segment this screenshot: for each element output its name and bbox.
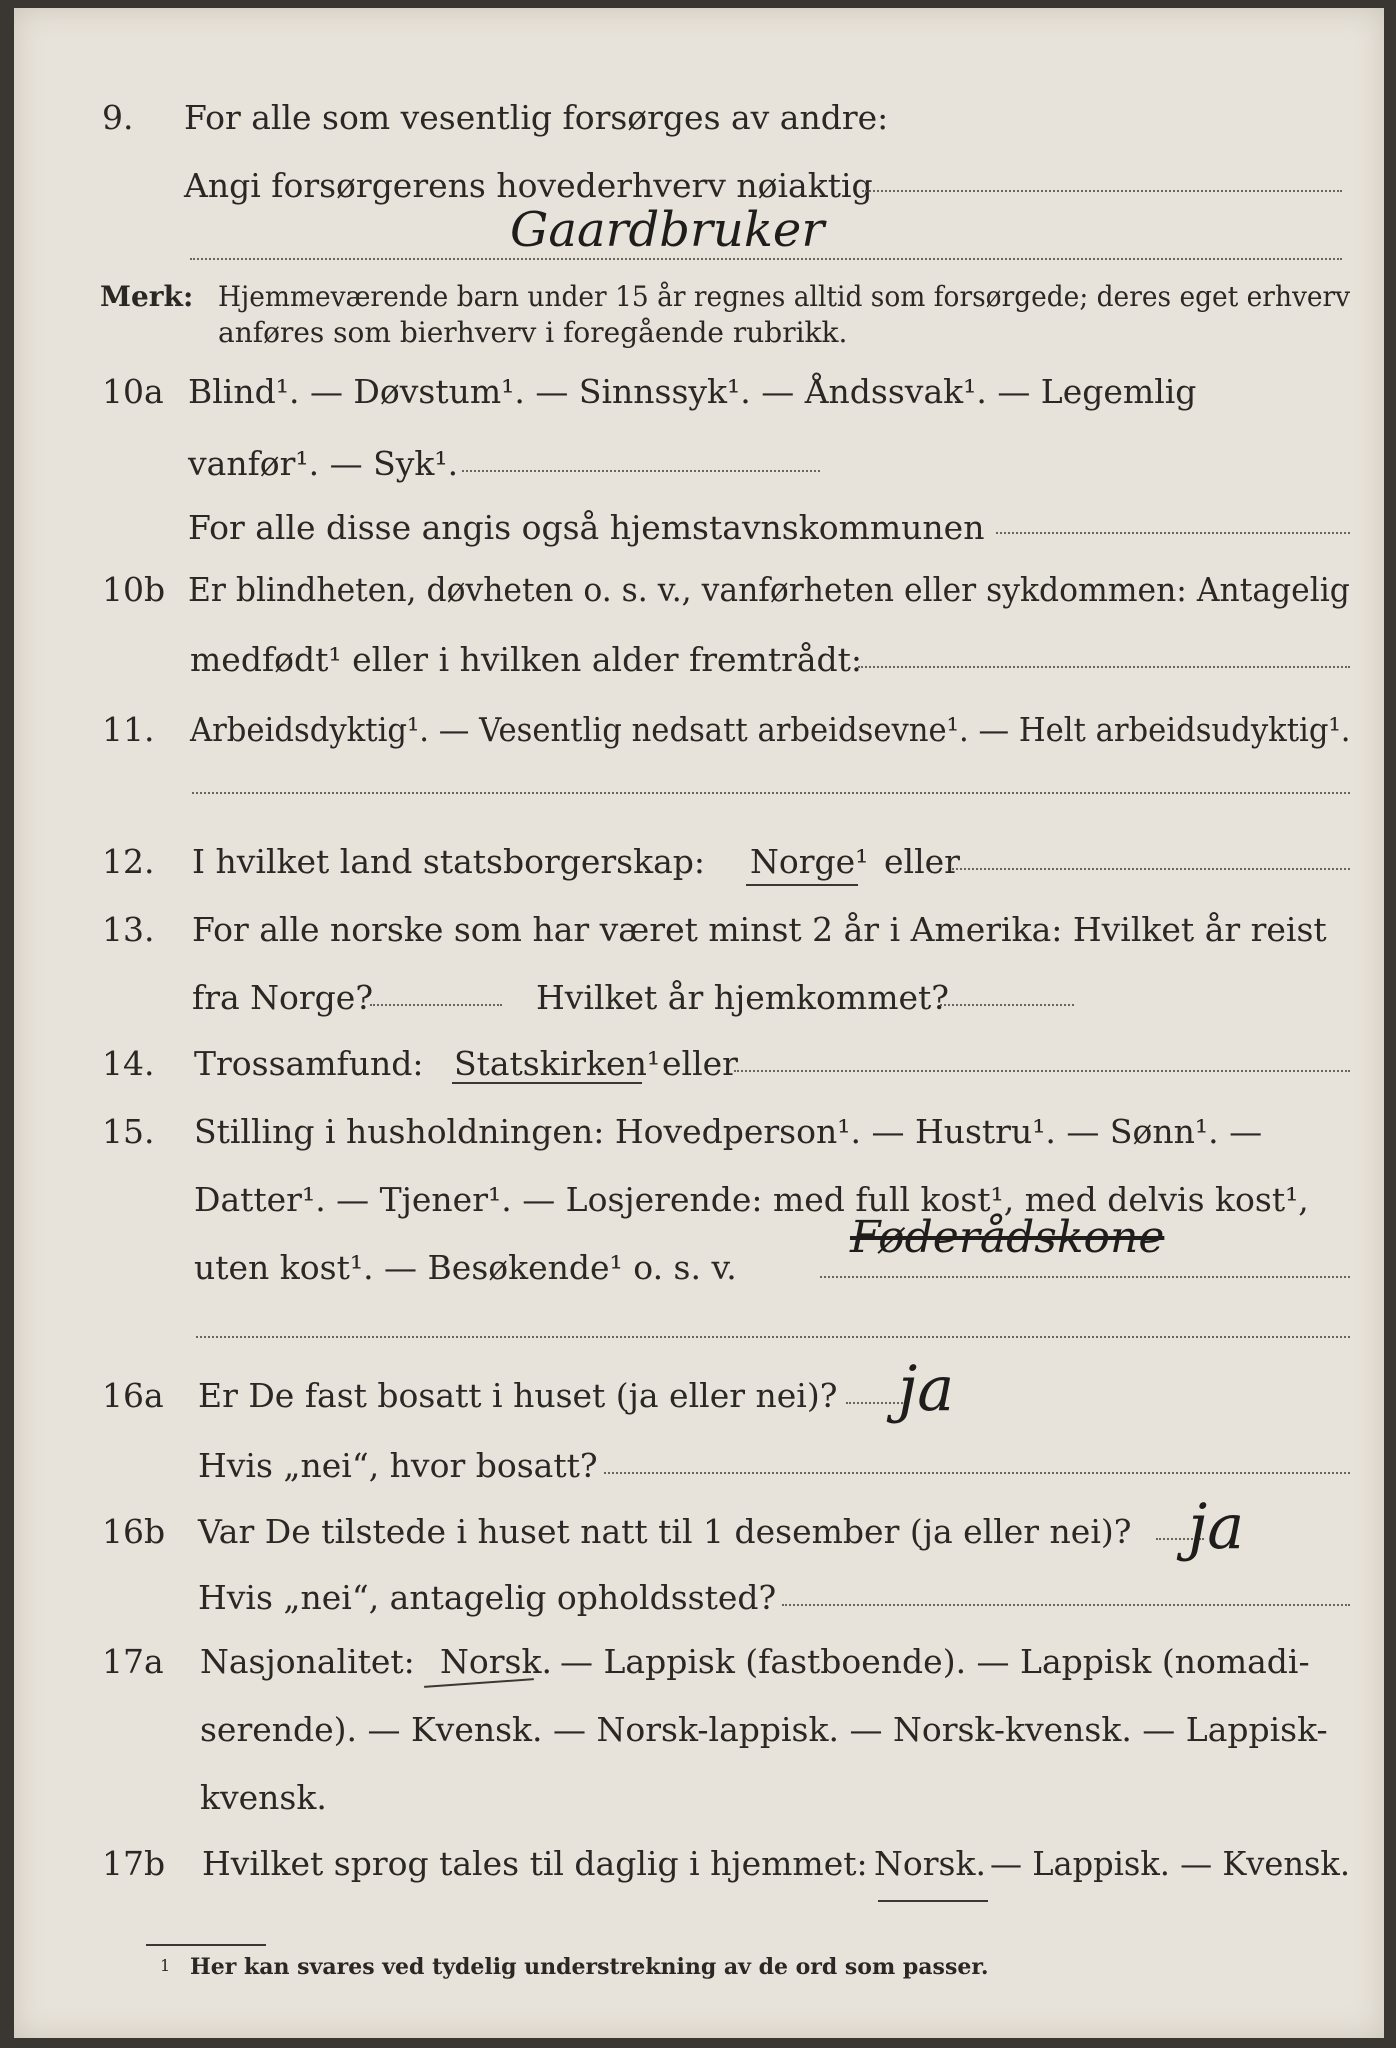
q10a-line2: vanfør¹. — Syk¹. — [188, 444, 459, 483]
q9-line1: For alle som vesentlig forsørges av andre: — [184, 98, 889, 137]
q15-line2: Datter¹. — Tjener¹. — Losjerende: med full kost¹, med delvis kost¹, — [194, 1180, 1309, 1219]
q9-answer-line — [862, 190, 1342, 192]
q9-number: 9. — [102, 98, 134, 137]
q13-reist-line — [370, 1004, 502, 1006]
q13-line1: For alle norske som har været minst 2 år i Amerika: Hvilket år reist — [192, 910, 1327, 949]
merk-label: Merk: — [100, 280, 194, 313]
q17b-underline — [878, 1900, 988, 1902]
q16a-line1: Er De fast bosatt i huset (ja eller nei)? — [198, 1376, 838, 1415]
q9-answer-line-2 — [190, 258, 1342, 260]
q14-prefix: Trossamfund: — [194, 1044, 424, 1083]
q15-line1: Stilling i husholdningen: Hovedperson¹. — Hustru¹. — Sønn¹. — — [194, 1112, 1263, 1151]
q11-line1: Arbeidsdyktig¹. — Vesentlig nedsatt arbeidsevne¹. — Helt arbeidsudyktig¹. — [190, 710, 1351, 749]
q16a-answer-line — [846, 1402, 906, 1404]
q15-handwritten-answer: Føderådskone — [850, 1212, 1165, 1263]
q12-prefix: I hvilket land statsborgerskap: — [192, 842, 706, 881]
q10a-line3: For alle disse angis også hjemstavnskommunen — [188, 508, 985, 547]
q13-line2a: fra Norge? — [192, 978, 374, 1017]
q16a-handwritten-answer: ja — [898, 1352, 955, 1425]
q10b-number: 10b — [102, 570, 166, 609]
q10a-answer-line — [462, 470, 820, 472]
q14-option: Statskirken¹ — [454, 1044, 661, 1083]
q10a-kommune-line — [996, 532, 1350, 534]
q15-number: 15. — [102, 1112, 155, 1151]
q17b-suffix: — Lappisk. — Kvensk. — [990, 1844, 1351, 1883]
q17a-line1c: — Lappisk (fastboende). — Lappisk (nomadi- — [560, 1642, 1310, 1681]
q9-handwritten-answer: Gaardbruker — [510, 202, 825, 258]
q16b-opholdssted-line — [782, 1604, 1350, 1606]
q12-number: 12. — [102, 842, 155, 881]
q16b-line2: Hvis „nei“, antagelig opholdssted? — [198, 1578, 777, 1617]
q16a-line2: Hvis „nei“, hvor bosatt? — [198, 1446, 598, 1485]
footnote-rule — [146, 1944, 266, 1946]
q17a-line1b: Norsk. — [440, 1642, 552, 1681]
q12-option: Norge¹ — [750, 842, 869, 881]
q17b-prefix: Hvilket sprog tales til daglig i hjemmet: — [202, 1844, 868, 1883]
q10a-line1: Blind¹. — Døvstum¹. — Sinnssyk¹. — Åndssvak¹. — Legemlig — [188, 372, 1197, 411]
q13-hjemkommet-line — [940, 1004, 1074, 1006]
q11-answer-line — [192, 792, 1350, 794]
q12-suffix: eller — [884, 842, 960, 881]
merk-line2: anføres som bierhverv i foregående rubrikk. — [218, 316, 848, 349]
q10b-line1: Er blindheten, døvheten o. s. v., vanførheten eller sykdommen: Antagelig — [188, 570, 1350, 609]
q13-line2b: Hvilket år hjemkommet? — [536, 978, 949, 1017]
q14-suffix: eller — [662, 1044, 738, 1083]
merk-line1: Hjemmeværende barn under 15 år regnes alltid som forsørgede; deres eget erhverv — [218, 280, 1351, 313]
q14-number: 14. — [102, 1044, 155, 1083]
q11-number: 11. — [102, 710, 155, 749]
q16b-handwritten-answer: ja — [1188, 1490, 1245, 1563]
q17a-line3: kvensk. — [200, 1778, 327, 1817]
q17b-option: Norsk. — [874, 1844, 986, 1883]
q16a-bosatt-line — [604, 1472, 1350, 1474]
q10b-answer-line — [858, 666, 1350, 668]
q17a-number: 17a — [102, 1642, 164, 1681]
q14-underline — [452, 1082, 642, 1084]
q10a-number: 10a — [102, 372, 164, 411]
q12-underline — [746, 884, 858, 886]
q9-line2: Angi forsørgerens hovederhverv nøiaktig — [184, 166, 873, 205]
q17b-number: 17b — [102, 1844, 166, 1883]
q16b-number: 16b — [102, 1512, 166, 1551]
q16b-line1: Var De tilstede i huset natt til 1 desember (ja eller nei)? — [198, 1512, 1132, 1551]
q14-answer-line — [734, 1070, 1350, 1072]
q15-line3: uten kost¹. — Besøkende¹ o. s. v. — [194, 1248, 737, 1287]
q17a-line1a: Nasjonalitet: — [200, 1642, 415, 1681]
q17a-line2: serende). — Kvensk. — Norsk-lappisk. — Norsk-kvensk. — Lappisk- — [200, 1710, 1328, 1749]
q10b-line2: medfødt¹ eller i hvilken alder fremtrådt: — [190, 640, 863, 679]
q13-number: 13. — [102, 910, 155, 949]
footnote-mark: 1 — [160, 1956, 171, 1975]
q16a-number: 16a — [102, 1376, 164, 1415]
footnote-text: Her kan svares ved tydelig understrekning av de ord som passer. — [190, 1954, 989, 1980]
q15-answer-line — [820, 1276, 1350, 1278]
q12-answer-line — [952, 868, 1350, 870]
q15-answer-line-2 — [196, 1336, 1350, 1338]
